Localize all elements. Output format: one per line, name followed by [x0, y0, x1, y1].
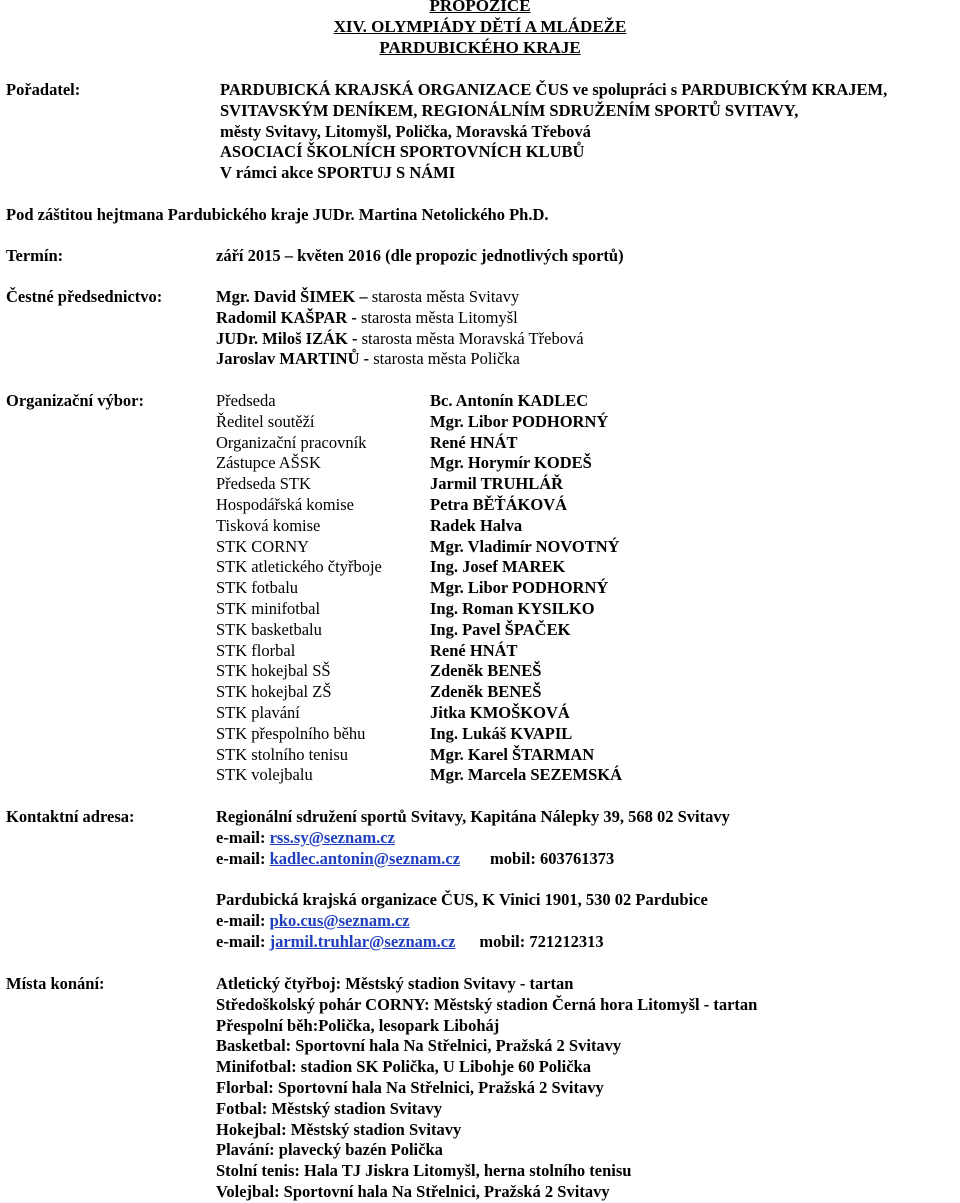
- contact-block-2: [216, 890, 708, 952]
- venue-line: Středoškolský pohár CORNY: Městský stadion Černá hora Litomyšl - tartan: [216, 994, 758, 1014]
- committee-row: [216, 620, 622, 641]
- committee-person: Zdeněk BENEŠ: [430, 661, 542, 681]
- venue-line: Hokejbal: Městský stadion Svitavy: [216, 1119, 462, 1139]
- committee-role: Předseda STK: [216, 474, 311, 494]
- committee-person: René HNÁT: [430, 640, 518, 660]
- committee-row: [216, 537, 622, 558]
- organizer-line-1: PARDUBICKÁ KRAJSKÁ ORGANIZACE ČUS ve spolupráci s PARDUBICKÝM KRAJEM,: [220, 80, 888, 99]
- honorary-name: JUDr. Miloš IZÁK: [216, 328, 348, 348]
- term-label: Termín:: [6, 246, 64, 265]
- honorary-member: [216, 329, 584, 350]
- committee-person: Zdeněk BENEŠ: [430, 682, 542, 702]
- venue-line: Fotbal: Městský stadion Svitavy: [216, 1098, 442, 1118]
- term-value: září 2015 – květen 2016 (dle propozic jednotlivých sportů): [216, 246, 624, 265]
- committee-role: STK přespolního běhu: [216, 723, 366, 743]
- venues-label: Místa konání:: [6, 974, 105, 993]
- committee-person: Ing. Lukáš KVAPIL: [430, 723, 573, 743]
- honorary-member: [216, 308, 584, 329]
- committee-person: Mgr. Marcela SEZEMSKÁ: [430, 765, 623, 785]
- email-label: e-mail:: [216, 910, 270, 930]
- committee-person: Mgr. Libor PODHORNÝ: [430, 578, 609, 598]
- title-line-1: PROPOZICE: [429, 0, 531, 15]
- committee-person: Bc. Antonín KADLEC: [430, 391, 589, 410]
- contact-address-1: Regionální sdružení sportů Svitavy, Kapitána Nálepky 39, 568 02 Svitavy: [216, 807, 730, 826]
- honorary-block: [216, 287, 584, 370]
- committee-role: STK basketbalu: [216, 619, 322, 639]
- title-propozice: [0, 0, 960, 16]
- committee-row: [216, 599, 622, 620]
- committee-row: [216, 516, 622, 537]
- organizer-block: [220, 80, 887, 184]
- email-label: e-mail:: [216, 848, 270, 868]
- committee-person: Mgr. Vladimír NOVOTNÝ: [430, 536, 620, 556]
- honorary-name: Jaroslav MARTINŮ: [216, 349, 360, 369]
- title-line-2: XIV. OLYMPIÁDY DĚTÍ A MLÁDEŽE: [333, 17, 627, 36]
- committee-label: Organizační výbor:: [6, 391, 144, 410]
- honorary-role: starosta města Moravská Třebová: [361, 328, 584, 348]
- organizer-line-2: SVITAVSKÝM DENÍKEM, REGIONÁLNÍM SDRUŽENÍM SPORTŮ SVITAVY,: [220, 100, 799, 120]
- contact-block-1: [216, 807, 730, 869]
- venue-line: Stolní tenis: Hala TJ Jiskra Litomyšl, herna stolního tenisu: [216, 1161, 632, 1181]
- venue-line: Volejbal: Sportovní hala Na Střelnici, Pražská 2 Svitavy: [216, 1181, 610, 1201]
- contact-email-line: [216, 828, 730, 849]
- venue-line: Basketbal: Sportovní hala Na Střelnici, Pražská 2 Svitavy: [216, 1036, 622, 1056]
- committee-role: STK volejbalu: [216, 765, 313, 785]
- committee-person: Radek Halva: [430, 515, 523, 535]
- honorary-member: [216, 349, 584, 370]
- honorary-sep: –: [355, 287, 372, 306]
- honorary-label: Čestné předsednictvo:: [6, 287, 163, 306]
- email-link-pko[interactable]: pko.cus@seznam.cz: [269, 910, 410, 930]
- committee-person: Jitka KMOŠKOVÁ: [430, 702, 570, 722]
- honorary-sep: -: [347, 307, 361, 327]
- title-kraj: [0, 37, 960, 58]
- title-line-3: PARDUBICKÉHO KRAJE: [379, 38, 581, 57]
- honorary-name: Radomil KAŠPAR: [216, 307, 348, 327]
- committee-row: [216, 724, 622, 745]
- committee-row: [216, 682, 622, 703]
- organizer-line-5: V rámci akce SPORTUJ S NÁMI: [220, 163, 456, 183]
- committee-row: [216, 557, 622, 578]
- committee-role: Hospodářská komise: [216, 494, 354, 514]
- honorary-role: starosta města Svitavy: [371, 287, 520, 306]
- committee-role: STK stolního tenisu: [216, 744, 349, 764]
- committee-row: [216, 578, 622, 599]
- honorary-sep: -: [359, 349, 374, 369]
- committee-person: René HNÁT: [430, 432, 518, 452]
- committee-role: Tisková komise: [216, 515, 321, 535]
- committee-person: Mgr. Libor PODHORNÝ: [430, 411, 609, 431]
- committee-role: STK minifotbal: [216, 598, 321, 618]
- email-link-truhlar[interactable]: jarmil.truhlar@seznam.cz: [269, 931, 456, 951]
- committee-person: Jarmil TRUHLÁŘ: [430, 474, 564, 494]
- committee-table: [216, 391, 622, 786]
- contact-email-line: [216, 849, 730, 870]
- honorary-sep: -: [347, 328, 362, 348]
- committee-role: Zástupce AŠSK: [216, 453, 321, 473]
- committee-row: [216, 453, 622, 474]
- honorary-name: Mgr. David ŠIMEK: [216, 287, 356, 306]
- committee-row: [216, 661, 622, 682]
- contact-email-line: [216, 932, 708, 953]
- committee-role: Předseda: [216, 391, 276, 410]
- contact-label: Kontaktní adresa:: [6, 807, 135, 826]
- organizer-line-3: městy Svitavy, Litomyšl, Polička, Moravská Třebová: [220, 121, 591, 141]
- committee-person: Mgr. Horymír KODEŠ: [430, 453, 592, 473]
- committee-role: STK florbal: [216, 640, 296, 660]
- venues-block: [216, 974, 757, 1203]
- committee-row: [216, 641, 622, 662]
- committee-role: STK atletického čtyřboje: [216, 557, 382, 577]
- committee-row: [216, 474, 622, 495]
- contact-address-2: Pardubická krajská organizace ČUS, K Vinici 1901, 530 02 Pardubice: [216, 890, 708, 909]
- committee-row: [216, 495, 622, 516]
- organizer-line-4: ASOCIACÍ ŠKOLNÍCH SPORTOVNÍCH KLUBŮ: [220, 142, 585, 162]
- committee-row: [216, 745, 622, 766]
- committee-row: [216, 412, 622, 433]
- organizer-label: Pořadatel:: [6, 80, 81, 99]
- contact-email-line: [216, 911, 708, 932]
- committee-person: Ing. Pavel ŠPAČEK: [430, 619, 571, 639]
- committee-person: Ing. Josef MAREK: [430, 557, 566, 577]
- committee-person: Ing. Roman KYSILKO: [430, 598, 595, 618]
- venue-line: Plavání: plavecký bazén Polička: [216, 1140, 443, 1160]
- venue-line: Minifotbal: stadion SK Polička, U Libohje 60 Polička: [216, 1057, 591, 1077]
- honorary-role: starosta města Litomyšl: [361, 307, 518, 327]
- committee-role: STK hokejbal ZŠ: [216, 682, 332, 702]
- committee-role: STK fotbalu: [216, 578, 299, 598]
- email-label: e-mail:: [216, 931, 270, 951]
- venue-line: Přespolní běh:Polička, lesopark Liboháj: [216, 1015, 500, 1035]
- honorary-member: [216, 287, 584, 308]
- committee-role: Organizační pracovník: [216, 432, 367, 452]
- mobile-number: mobil: 721212313: [479, 931, 604, 951]
- venue-line: Atletický čtyřboj: Městský stadion Svitavy - tartan: [216, 974, 574, 993]
- committee-role: Ředitel soutěží: [216, 411, 315, 431]
- venue-line: Florbal: Sportovní hala Na Střelnici, Pražská 2 Svitavy: [216, 1077, 604, 1097]
- committee-row: [216, 765, 622, 786]
- title-olympiada: [0, 16, 960, 37]
- email-label: e-mail:: [216, 827, 270, 847]
- committee-role: STK hokejbal SŠ: [216, 661, 331, 681]
- mobile-number: mobil: 603761373: [490, 848, 615, 868]
- patronage-text: Pod záštitou hejtmana Pardubického kraje JUDr. Martina Netolického Ph.D.: [6, 205, 549, 224]
- committee-row: [216, 433, 622, 454]
- committee-person: Mgr. Karel ŠTARMAN: [430, 744, 595, 764]
- email-link-kadlec[interactable]: kadlec.antonin@seznam.cz: [269, 848, 461, 868]
- committee-row: [216, 703, 622, 724]
- committee-person: Petra BĚŤÁKOVÁ: [430, 494, 568, 514]
- committee-role: STK CORNY: [216, 536, 310, 556]
- committee-role: STK plavání: [216, 702, 300, 722]
- honorary-role: starosta města Polička: [373, 349, 520, 369]
- email-link-rss[interactable]: rss.sy@seznam.cz: [269, 827, 395, 847]
- committee-row: [216, 391, 622, 412]
